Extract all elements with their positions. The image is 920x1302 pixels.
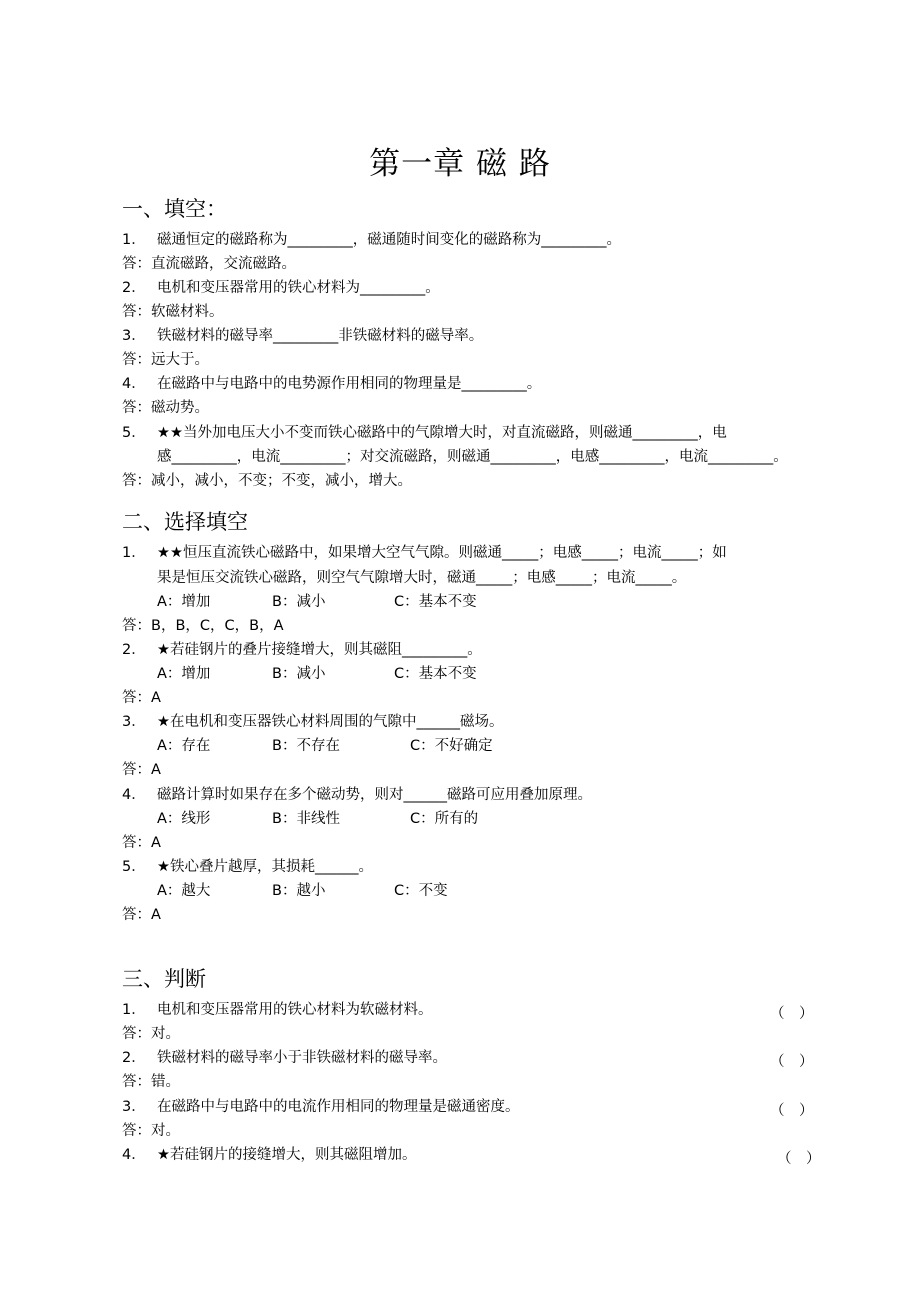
judge-2-answer: 答：错。	[122, 1074, 180, 1090]
choice-2-question: ★若硅钢片的叠片接缝增大，则其磁阻_________。	[157, 642, 482, 658]
fill-5-question-line2: 感_________，电流_________；对交流磁路，则磁通_________，电感_________，电流_________。	[157, 449, 788, 465]
fill-5-number: 5．	[122, 425, 146, 441]
choice-1-question-line2: 果是恒压交流铁心磁路，则空气气隙增大时，磁通_____；电感_____；电流_____。	[157, 570, 687, 586]
choice-4-option-b: B：非线性	[272, 811, 340, 827]
choice-4-option-a: A：线形	[157, 811, 211, 827]
fill-3-question: 铁磁材料的磁导率_________非铁磁材料的磁导率。	[157, 328, 484, 344]
judge-1-statement: 电机和变压器常用的铁心材料为软磁材料。	[157, 1002, 433, 1018]
fill-1-answer: 答：直流磁路，交流磁路。	[122, 256, 296, 272]
choice-5-option-c: C：不变	[394, 883, 448, 899]
judge-2-statement: 铁磁材料的磁导率小于非铁磁材料的磁导率。	[157, 1050, 447, 1066]
fill-2-number: 2．	[122, 280, 146, 296]
section-heading-choice: 二、选择填空	[122, 510, 248, 534]
choice-1-option-c: C：基本不变	[394, 594, 477, 610]
judge-3-number: 3．	[122, 1099, 146, 1115]
judge-2-parentheses: （ ）	[770, 1054, 814, 1070]
choice-2-option-c: C：基本不变	[394, 666, 477, 682]
fill-3-answer: 答：远大于。	[122, 352, 209, 368]
choice-1-answer: 答：B，B，C，C，B，A	[122, 618, 284, 634]
choice-1-option-b: B：减小	[272, 594, 326, 610]
choice-5-number: 5．	[122, 859, 146, 875]
fill-4-question: 在磁路中与电路中的电势源作用相同的物理量是_________。	[157, 376, 542, 392]
fill-2-answer: 答：软磁材料。	[122, 304, 224, 320]
choice-5-question: ★铁心叠片越厚，其损耗______。	[157, 859, 373, 875]
fill-4-answer: 答：磁动势。	[122, 400, 209, 416]
choice-4-question: 磁路计算时如果存在多个磁动势，则对______磁路可应用叠加原理。	[157, 787, 592, 803]
judge-3-parentheses: （ ）	[770, 1103, 814, 1119]
choice-3-question: ★在电机和变压器铁心材料周围的气隙中______磁场。	[157, 714, 504, 730]
choice-1-option-a: A：增加	[157, 594, 211, 610]
section-heading-fill: 一、填空：	[122, 197, 227, 221]
judge-1-answer: 答：对。	[122, 1026, 180, 1042]
choice-1-question-line1: ★★恒压直流铁心磁路中，如果增大空气气隙。则磁通_____；电感_____；电流_____；如	[157, 545, 727, 561]
fill-5-answer: 答：减小，减小，不变；不变，减小，增大。	[122, 473, 412, 489]
judge-1-number: 1．	[122, 1002, 146, 1018]
choice-2-option-b: B：减小	[272, 666, 326, 682]
choice-1-number: 1．	[122, 545, 146, 561]
fill-2-question: 电机和变压器常用的铁心材料为_________。	[157, 280, 440, 296]
choice-5-answer: 答：A	[122, 907, 161, 923]
judge-3-statement: 在磁路中与电路中的电流作用相同的物理量是磁通密度。	[157, 1099, 520, 1115]
choice-2-number: 2．	[122, 642, 146, 658]
judge-4-statement: ★若硅钢片的接缝增大，则其磁阻增加。	[157, 1147, 417, 1163]
choice-5-option-a: A：越大	[157, 883, 211, 899]
page-title: 第一章 磁 路	[369, 146, 551, 182]
fill-1-question: 磁通恒定的磁路称为_________，磁通随时间变化的磁路称为_________。	[157, 232, 621, 248]
choice-4-number: 4．	[122, 787, 146, 803]
choice-2-option-a: A：增加	[157, 666, 211, 682]
choice-4-answer: 答：A	[122, 835, 161, 851]
choice-3-option-b: B：不存在	[272, 738, 340, 754]
judge-4-parentheses: （ ）	[777, 1151, 821, 1167]
choice-3-option-a: A：存在	[157, 738, 211, 754]
section-heading-judge: 三、判断	[122, 967, 206, 991]
judge-3-answer: 答：对。	[122, 1123, 180, 1139]
choice-3-option-c: C：不好确定	[410, 738, 493, 754]
fill-5-question-line1: ★★当外加电压大小不变而铁心磁路中的气隙增大时，对直流磁路，则磁通_________，电	[157, 425, 727, 441]
fill-4-number: 4．	[122, 376, 146, 392]
fill-1-number: 1．	[122, 232, 146, 248]
choice-3-number: 3．	[122, 714, 146, 730]
judge-4-number: 4．	[122, 1147, 146, 1163]
choice-2-answer: 答：A	[122, 690, 161, 706]
choice-4-option-c: C：所有的	[410, 811, 479, 827]
judge-2-number: 2．	[122, 1050, 146, 1066]
choice-3-answer: 答：A	[122, 762, 161, 778]
fill-3-number: 3．	[122, 328, 146, 344]
choice-5-option-b: B：越小	[272, 883, 326, 899]
judge-1-parentheses: （ ）	[770, 1006, 814, 1022]
